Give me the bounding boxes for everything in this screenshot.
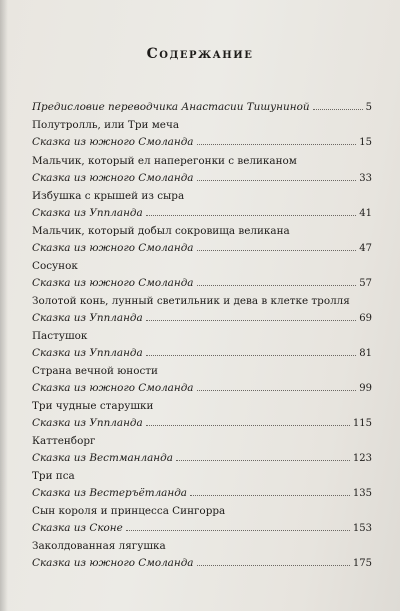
entry-subtitle: Сказка из Уппланда	[32, 417, 143, 429]
page-number: 47	[359, 243, 372, 254]
entry-title: Пастушок	[32, 330, 88, 342]
entry-subtitle: Сказка из Уппланда	[32, 347, 143, 359]
dot-leader	[197, 564, 350, 566]
toc-entry	[32, 399, 372, 431]
entry-subtitle: Сказка из южного Смоланда	[32, 382, 194, 394]
dot-leader	[197, 284, 357, 286]
toc-entry	[32, 100, 372, 115]
entry-subtitle: Сказка из южного Смоланда	[32, 557, 194, 569]
dot-leader	[146, 214, 357, 216]
toc-entry	[32, 434, 372, 466]
toc-entry	[32, 364, 372, 396]
toc-entry	[32, 469, 372, 501]
entry-subtitle: Сказка из южного Смоланда	[32, 277, 194, 289]
page-number: 99	[359, 383, 372, 394]
page-number: 15	[359, 137, 372, 148]
page-number: 153	[352, 523, 372, 534]
entry-subtitle: Сказка из южного Смоланда	[32, 242, 194, 254]
toc-entry	[32, 329, 372, 361]
toc-entry	[32, 259, 372, 291]
dot-leader	[197, 249, 357, 251]
entry-subtitle: Сказка из Уппланда	[32, 207, 143, 219]
toc-entry	[32, 294, 372, 326]
dot-leader	[197, 179, 357, 181]
entry-subtitle: Сказка из южного Смоланда	[32, 136, 194, 148]
dot-leader	[197, 389, 357, 391]
spine-shadow	[0, 0, 8, 611]
toc-entry	[32, 539, 372, 571]
dot-leader	[190, 494, 350, 496]
page-number: 5	[365, 102, 372, 113]
entry-title: Полутролль, или Три меча	[32, 119, 180, 131]
page-number: 41	[359, 208, 372, 219]
dot-leader	[126, 529, 350, 531]
entry-title: Сосунок	[32, 260, 78, 272]
toc-entry	[32, 154, 372, 186]
entry-title: Три чудные старушки	[32, 400, 154, 412]
entry-subtitle: Сказка из Уппланда	[32, 312, 143, 324]
dot-leader	[176, 459, 350, 461]
page-number: 81	[359, 348, 372, 359]
entry-subtitle: Сказка из Сконе	[32, 522, 123, 534]
entry-subtitle: Сказка из Вестеръётланда	[32, 487, 188, 499]
entry-subtitle: Сказка из южного Смоланда	[32, 172, 194, 184]
entry-title: Три пса	[32, 470, 75, 482]
toc-entry	[32, 224, 372, 256]
toc-entry	[32, 189, 372, 221]
entry-title: Страна вечной юности	[32, 365, 158, 377]
entry-title: Сын короля и принцесса Сингорра	[32, 505, 226, 517]
dot-leader	[146, 424, 350, 426]
page-number: 175	[352, 558, 372, 569]
page-title: Содержание	[146, 46, 254, 62]
dot-leader	[146, 319, 357, 321]
page-number: 123	[352, 453, 372, 464]
page-number: 115	[352, 418, 372, 429]
page-number: 33	[359, 173, 372, 184]
entry-title: Избушка с крышей из сыра	[32, 190, 185, 202]
entry-title: Золотой конь, лунный светильник и дева в клетке тролля	[32, 295, 350, 307]
page-number: 69	[359, 313, 372, 324]
entry-subtitle: Сказка из Вестманланда	[32, 452, 173, 464]
page-number: 57	[359, 278, 372, 289]
entry-title: Каттенборг	[32, 435, 96, 447]
dot-leader	[197, 143, 357, 145]
toc-entry	[32, 504, 372, 536]
toc-entry	[32, 118, 372, 150]
page-number: 135	[352, 488, 372, 499]
entry-title: Предисловие переводчика Анастасии Тишуниной	[32, 101, 310, 113]
entry-title: Мальчик, который ел наперегонки с великаном	[32, 155, 297, 167]
dot-leader	[313, 108, 363, 110]
entry-title: Заколдованная лягушка	[32, 540, 166, 552]
entry-title: Мальчик, который добыл сокровища великана	[32, 225, 290, 237]
dot-leader	[146, 354, 357, 356]
